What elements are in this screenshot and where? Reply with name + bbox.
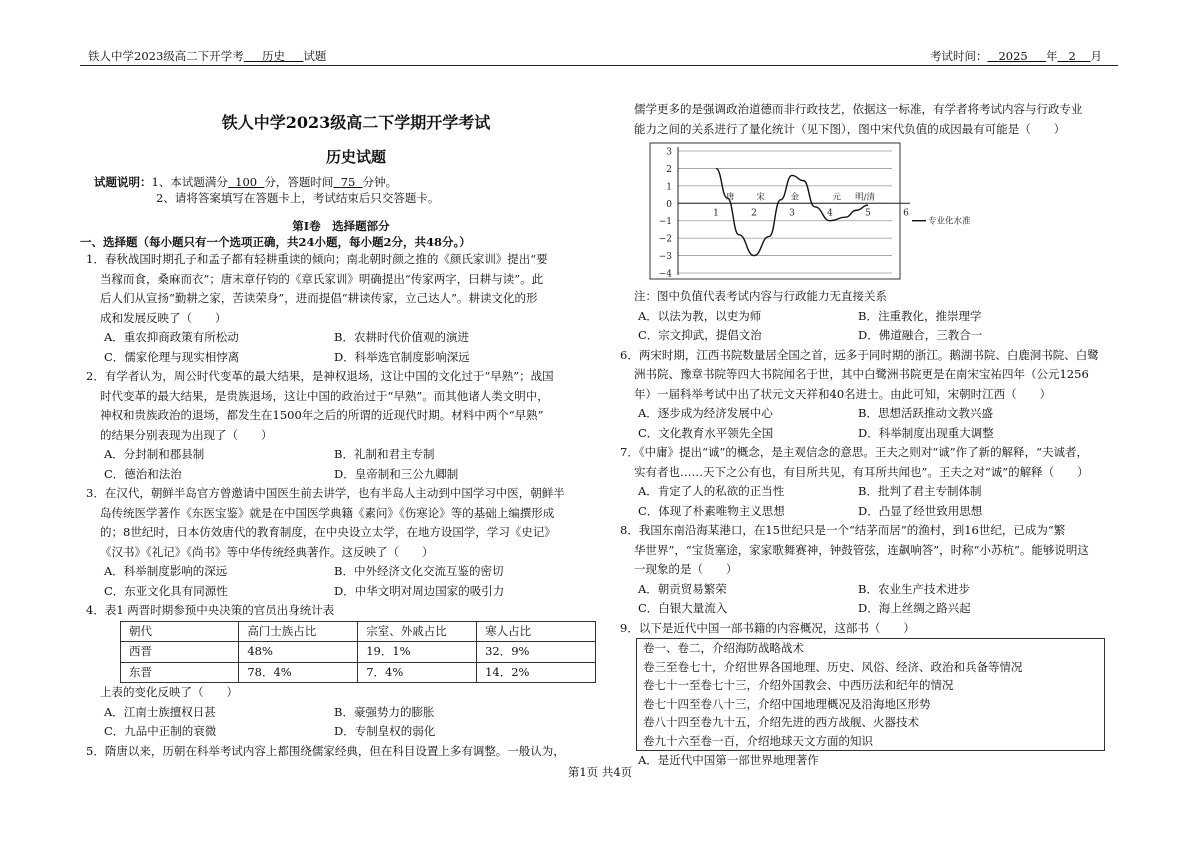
y-tick-label: −2 xyxy=(658,234,672,245)
question-line: 8．我国东南沿海某港口，在15世纪只是一个“结茅而居”的渔村，到16世纪，已成为“繁 xyxy=(620,523,1066,537)
option-a[interactable]: A．朝贡贸易繁荣 xyxy=(638,581,727,596)
table-cell: 32．9% xyxy=(477,642,596,663)
option-d[interactable]: D．佛道融合，三教合一 xyxy=(858,328,983,342)
option-b[interactable]: B．中外经济文化交流互鉴的密切 xyxy=(334,564,504,578)
table-header-cell: 宗室、外戚占比 xyxy=(358,621,477,642)
table-cell: 48% xyxy=(239,642,358,663)
question-line: 3．在汉代，朝鲜半岛官方曾邀请中国医生前去讲学，也有半岛人主动到中国学习中医，朝鲜半 xyxy=(86,486,565,500)
table-cell: 19．1% xyxy=(358,642,477,663)
option-b[interactable]: B．批判了君主专制体制 xyxy=(858,484,982,498)
dynasty-label: 金 xyxy=(790,192,800,203)
table-header-cell: 寒人占比 xyxy=(477,621,596,642)
option-c[interactable]: C．儒家伦理与现实相悖离 xyxy=(104,349,240,364)
option-a[interactable]: A．重农抑商政策有所松动 xyxy=(104,330,239,344)
question-line: 上表的变化反映了（ ） xyxy=(100,685,238,699)
y-tick-label: 2 xyxy=(666,164,672,175)
option-a[interactable]: A．江南士族擅权日甚 xyxy=(104,704,216,719)
option-d[interactable]: D．海上丝绸之路兴起 xyxy=(858,601,971,615)
option-b[interactable]: B．礼制和君主专制 xyxy=(334,447,435,461)
option-a[interactable]: A．是近代中国第一部世界地理著作 xyxy=(638,753,819,767)
table-row xyxy=(121,642,596,663)
question-line: 一现象的是（ ） xyxy=(634,562,738,576)
question-line: 洲书院、豫章书院等四大书院闻名于世，其中白鹭洲书院更是在南宋宝祐四年（公元1256 xyxy=(634,367,1089,381)
question-1 xyxy=(86,250,596,367)
option-d[interactable]: D．皇帝制和三公九卿制 xyxy=(334,466,459,481)
question-line: 6．两宋时期，江西书院数量居全国之首，远多于同时期的浙江。鹅湖书院、白鹿洞书院、白鹭 xyxy=(620,347,1099,362)
option-a[interactable]: A．分封制和郡县制 xyxy=(104,447,205,461)
question-5-start: 5．隋唐以来，历朝在科举考试内容上都围绕儒家经典，但在科目设置上多有调整。一般认为， xyxy=(86,743,565,758)
y-tick-label: −4 xyxy=(658,269,672,280)
instructions-line2: 2、请将答案填写在答题卡上，考试结束后只交答题卡。 xyxy=(156,191,440,205)
option-c[interactable]: C．德治和法治 xyxy=(104,466,182,481)
right-column xyxy=(620,100,1125,771)
question-2 xyxy=(86,367,596,484)
table-cell: 东晋 xyxy=(121,662,239,683)
question-line: 当稼而食，桑麻而衣”；唐末章仔钧的《章氏家训》明确提出“传家两字，曰耕与读”。此 xyxy=(100,271,544,286)
question-line: 后人们从宣扬“勤耕之家，苦读荣身”，进而提倡“耕读传家，立己达人”。耕读文化的形 xyxy=(100,291,538,305)
question-7 xyxy=(620,443,1125,521)
box-line: 卷七十一至卷七十三，介绍外国教会、中西历法和纪年的情况 xyxy=(643,678,954,692)
exam-subtitle: 历史试题 xyxy=(325,148,386,166)
instructions-line1: 试题说明：1、本试题满分 100 分，答题时间 75 分钟。 xyxy=(94,175,398,189)
option-a[interactable]: A．肯定了人的私欲的正当性 xyxy=(638,484,785,498)
officials-table xyxy=(120,621,596,684)
dynasty-label: 元 xyxy=(832,192,841,203)
option-a[interactable]: A．以法为教，以吏为师 xyxy=(638,308,762,323)
question-3 xyxy=(86,484,596,601)
question-line: 实有者也……天下之公有也，有目所共见，有耳所共闻也”。王夫之对“诚”的解释（ ） xyxy=(634,464,1089,479)
option-b[interactable]: B．豪强势力的膨胀 xyxy=(334,704,435,719)
question-line: 的；8世纪时，日本仿效唐代的教育制度，在中央设立太学，在地方设国学，学习《史记》 xyxy=(100,525,556,539)
option-c[interactable]: C．九品中正制的衰微 xyxy=(104,724,217,738)
table-cell: 14．2% xyxy=(477,662,596,683)
option-c[interactable]: C．体现了朴素唯物主义思想 xyxy=(638,503,785,518)
header-exam-time: 考试时间： 2025 年 2 月 xyxy=(930,49,1102,63)
table-header-row xyxy=(121,621,596,642)
header-rule xyxy=(80,65,1118,66)
chart-note: 注：图中负值代表考试内容与行政能力无直接关系 xyxy=(634,289,887,303)
question-9 xyxy=(620,619,1125,771)
question-line: 2．有学者认为，周公时代变革的最大结果，是神权退场，这让中国的文化过于“早熟”；战国 xyxy=(86,369,554,383)
y-tick-label: 0 xyxy=(666,199,672,210)
question-line: 岛传统医学著作《东医宝鉴》就是在中国医学典籍《素问》《伤寒论》等的基础上编撰形成 xyxy=(100,505,555,520)
option-a[interactable]: A．科举制度影响的深远 xyxy=(104,564,228,578)
option-b[interactable]: B．思想活跃推动文教兴盛 xyxy=(858,406,993,420)
option-d[interactable]: D．专制皇权的弱化 xyxy=(334,724,436,738)
box-line: 卷一、卷二，介绍海防战略战术 xyxy=(643,641,804,655)
question-line: 7．《中庸》提出“诚”的概念，是主观信念的意思。王夫之则对“诚”作了新的解释，“夫诚者， xyxy=(620,445,1088,459)
option-d[interactable]: D．科举制度出现重大调整 xyxy=(858,425,994,440)
option-b[interactable]: B．农业生产技术进步 xyxy=(858,581,970,596)
box-line: 卷九十六至卷一百，介绍地球天文方面的知识 xyxy=(643,733,873,748)
dynasty-label: 宋 xyxy=(756,192,765,203)
question-stem: 4．表1 两晋时期参预中央决策的官员出身统计表 xyxy=(86,603,335,617)
option-a[interactable]: A．逐步成为经济发展中心 xyxy=(638,406,773,420)
question-line: 神权和贵族政治的退场，都发生在1500年之后的所谓的近现代时期。材料中两个“早熟” xyxy=(100,408,544,422)
y-tick-label: 3 xyxy=(666,147,672,158)
question-line: 《汉书》《礼记》《尚书》等中华传统经典著作。这反映了（ ） xyxy=(100,544,434,559)
header-exam-name: 铁人中学2023级高二下开学考 历史 试题 xyxy=(88,49,327,63)
x-tick-label: 6 xyxy=(903,208,909,219)
question-6 xyxy=(620,346,1125,444)
option-b[interactable]: B．农耕时代价值观的演进 xyxy=(334,330,469,344)
question-stem: 9．以下是近代中国一部书籍的内容概况，这部书（ ） xyxy=(620,620,915,635)
box-line: 卷七十四至卷八十三，介绍中国地理概况及沿海地区形势 xyxy=(643,696,931,711)
y-tick-label: −3 xyxy=(658,252,672,263)
option-d[interactable]: D．中华文明对周边国家的吸引力 xyxy=(334,583,505,598)
book-contents-box xyxy=(636,638,1105,751)
x-tick-label: 4 xyxy=(827,208,833,219)
box-line: 卷八十四至卷九十五，介绍先进的西方战舰、火器技术 xyxy=(643,715,919,729)
dynasty-label: 明/清 xyxy=(855,192,876,203)
option-d[interactable]: D．科举选官制度影响深远 xyxy=(334,349,470,364)
table-cell: 西晋 xyxy=(121,642,239,663)
option-c[interactable]: C．文化教育水平领先全国 xyxy=(638,425,774,440)
section-heading: 一、选择题（每小题只有一个选项正确，共24小题，每小题2分，共48分。） xyxy=(80,235,471,249)
x-tick-label: 3 xyxy=(789,208,795,219)
question-line: 的结果分别表现为出现了（ ） xyxy=(100,427,273,442)
x-tick-label: 2 xyxy=(751,208,757,219)
question-line: 成和发展反映了（ ） xyxy=(100,310,227,325)
y-tick-label: −1 xyxy=(658,217,672,228)
specialization-chart xyxy=(620,139,1120,287)
option-c[interactable]: C．东亚文化具有同源性 xyxy=(104,583,228,598)
legend-label: 专业化水准 xyxy=(928,216,971,227)
question-line: 能力之间的关系进行了量化统计（见下图），图中宋代负值的成因最有可能是（ ） xyxy=(634,121,1066,136)
box-line: 卷三至卷七十，介绍世界各国地理、历史、风俗、经济、政治和兵备等情况 xyxy=(643,659,1023,674)
question-line: 儒学更多的是强调政治道德而非行政技艺，依据这一标准，有学者将考试内容与行政专业 xyxy=(634,102,1083,116)
x-tick-label: 5 xyxy=(865,208,871,219)
table-header-cell: 高门士族占比 xyxy=(239,621,358,642)
section-part: 第Ⅰ卷 选择题部分 xyxy=(292,219,390,233)
table-header-cell: 朝代 xyxy=(121,621,239,642)
option-c[interactable]: C．白银大量流入 xyxy=(638,601,728,615)
question-line: 时代变革的最大结果，是贵族退场，这让中国的政治过于“早熟”。而其他诸人类文明中， xyxy=(100,388,549,403)
exam-title: 铁人中学2023级高二下学期开学考试 xyxy=(221,113,491,132)
option-c[interactable]: C．宗文抑武，提倡文治 xyxy=(638,328,762,342)
option-b[interactable]: B．注重教化，推崇理学 xyxy=(858,308,982,323)
y-tick-label: 1 xyxy=(666,182,672,193)
page-footer: 第1页 共4页 xyxy=(567,765,633,779)
question-4 xyxy=(86,601,596,742)
chart-container xyxy=(620,139,1125,287)
table-cell: 78．4% xyxy=(239,662,358,683)
question-line: 年）一届科举考试中出了状元文天祥和40名进士。由此可知，宋朝时江西（ ） xyxy=(634,386,1052,401)
dynasty-label: 唐 xyxy=(725,192,735,203)
table-row xyxy=(121,662,596,683)
x-tick-label: 1 xyxy=(713,208,719,219)
question-line: 1．春秋战国时期孔子和孟子都有轻耕重读的倾向；南北朝时颜之推的《颜氏家训》提出“要 xyxy=(86,252,548,266)
table-cell: 7．4% xyxy=(358,662,477,683)
chart-frame xyxy=(650,143,900,279)
question-line: 华世界”，“宝货塞途，家家歌舞赛神，钟鼓管弦，连飙响答”，时称“小苏杭”。能够说明这 xyxy=(634,542,1089,557)
option-d[interactable]: D．凸显了经世致用思想 xyxy=(858,503,983,518)
left-column xyxy=(80,110,596,761)
question-8 xyxy=(620,521,1125,619)
